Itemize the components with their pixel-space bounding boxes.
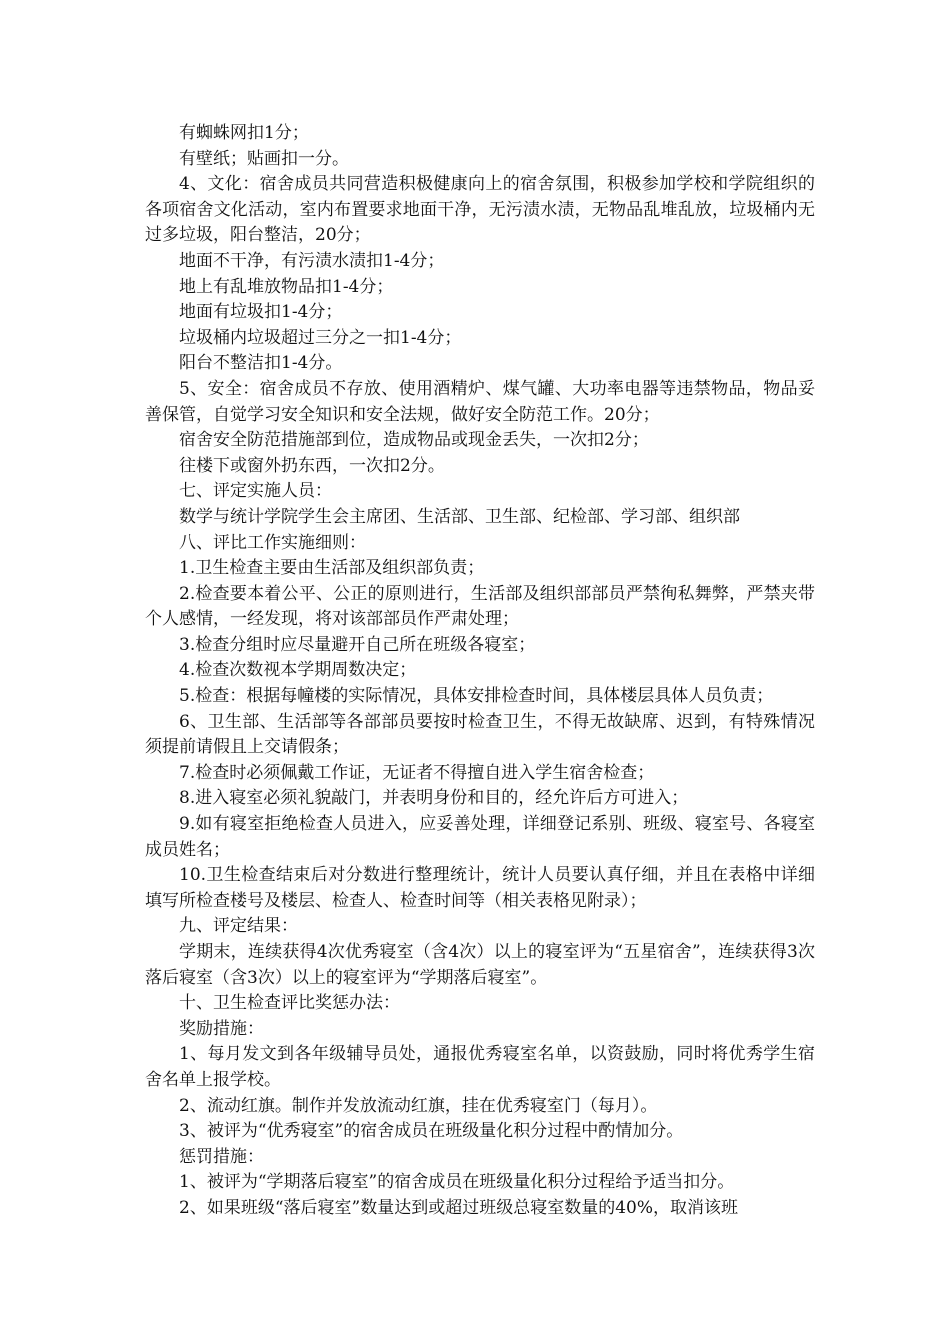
paragraph: 数学与统计学院学生会主席团、生活部、卫生部、纪检部、学习部、组织部 xyxy=(179,506,740,527)
paragraph: 有蜘蛛网扣1分； xyxy=(179,123,309,143)
section-heading: 十、卫生检查评比奖惩办法： xyxy=(179,993,400,1014)
paragraph: 有壁纸；贴画扣一分。 xyxy=(179,148,349,169)
paragraph: 10.卫生检查结束后对分数进行整理统计，统计人员要认真仔细，并且在表格中详细填写所检查楼号及楼层、检查人、检查时间等（相关表格见附录）； xyxy=(145,865,815,911)
document-body xyxy=(145,121,815,1222)
paragraph: 地面不干净，有污渍水渍扣1-4分； xyxy=(179,250,445,271)
section-heading: 九、评定结果： xyxy=(179,916,298,937)
paragraph: 1、被评为“学期落后寝室”的宿舍成员在班级量化积分过程给予适当扣分。 xyxy=(179,1172,735,1193)
paragraph: 2.检查要本着公平、公正的原则进行，生活部及组织部部员严禁徇私舞弊，严禁夹带个人感情，一经发现，将对该部部员作严肃处理； xyxy=(145,583,815,630)
paragraph: 阳台不整洁扣1-4分。 xyxy=(179,353,343,374)
paragraph: 1、每月发文到各年级辅导员处，通报优秀寝室名单，以资鼓励，同时将优秀学生宿舍名单上报学校。 xyxy=(145,1044,815,1090)
section-heading: 八、评比工作实施细则： xyxy=(179,532,366,553)
paragraph: 垃圾桶内垃圾超过三分之一扣1-4分； xyxy=(179,327,462,348)
subheading: 惩罚措施： xyxy=(179,1146,264,1167)
paragraph: 6、卫生部、生活部等各部部员要按时检查卫生，不得无故缺席、迟到，有特殊情况须提前请假且上交请假条； xyxy=(145,711,815,758)
paragraph: 学期末，连续获得4次优秀寝室（含4次）以上的寝室评为“五星宿舍”，连续获得3次落后寝室（含3次）以上的寝室评为“学期落后寝室”。 xyxy=(145,942,815,988)
paragraph: 4、文化：宿舍成员共同营造积极健康向上的宿舍氛围，积极参加学校和学院组织的各项宿舍文化活动，室内布置要求地面干净，无污渍水渍，无物品乱堆乱放，垃圾桶内无过多垃圾，阳台整洁，20分； xyxy=(145,174,815,246)
paragraph: 7.检查时必须佩戴工作证，无证者不得擅自进入学生宿舍检查； xyxy=(179,762,655,783)
subheading: 奖励措施： xyxy=(179,1018,264,1039)
paragraph: 5.检查：根据每幢楼的实际情况，具体安排检查时间，具体楼层具体人员负责； xyxy=(179,686,774,707)
paragraph: 地面有垃圾扣1-4分； xyxy=(179,302,343,323)
section-heading: 七、评定实施人员： xyxy=(179,481,332,502)
paragraph: 往楼下或窗外扔东西，一次扣2分。 xyxy=(179,455,445,476)
paragraph: 2、如果班级“落后寝室”数量达到或超过班级总寝室数量的40%，取消该班 xyxy=(179,1197,738,1218)
paragraph: 5、安全：宿舍成员不存放、使用酒精炉、煤气罐、大功率电器等违禁物品，物品妥善保管，自觉学习安全知识和安全法规，做好安全防范工作。20分； xyxy=(145,378,815,425)
paragraph: 9.如有寝室拒绝检查人员进入，应妥善处理，详细登记系别、班级、寝室号、各寝室成员姓名； xyxy=(145,814,815,860)
paragraph: 4.检查次数视本学期周数决定； xyxy=(179,660,417,681)
paragraph: 3、被评为“优秀寝室”的宿舍成员在班级量化积分过程中酌情加分。 xyxy=(179,1121,684,1142)
paragraph: 2、流动红旗。制作并发放流动红旗，挂在优秀寝室门（每月）。 xyxy=(179,1095,658,1116)
paragraph: 8.进入寝室必须礼貌敲门，并表明身份和目的，经允许后方可进入； xyxy=(179,788,689,809)
paragraph: 地上有乱堆放物品扣1-4分； xyxy=(179,276,394,297)
paragraph: 3.检查分组时应尽量避开自己所在班级各寝室； xyxy=(179,634,536,655)
paragraph: 1.卫生检查主要由生活部及组织部负责； xyxy=(179,558,485,579)
paragraph: 宿舍安全防范措施部到位，造成物品或现金丢失，一次扣2分； xyxy=(179,430,649,451)
